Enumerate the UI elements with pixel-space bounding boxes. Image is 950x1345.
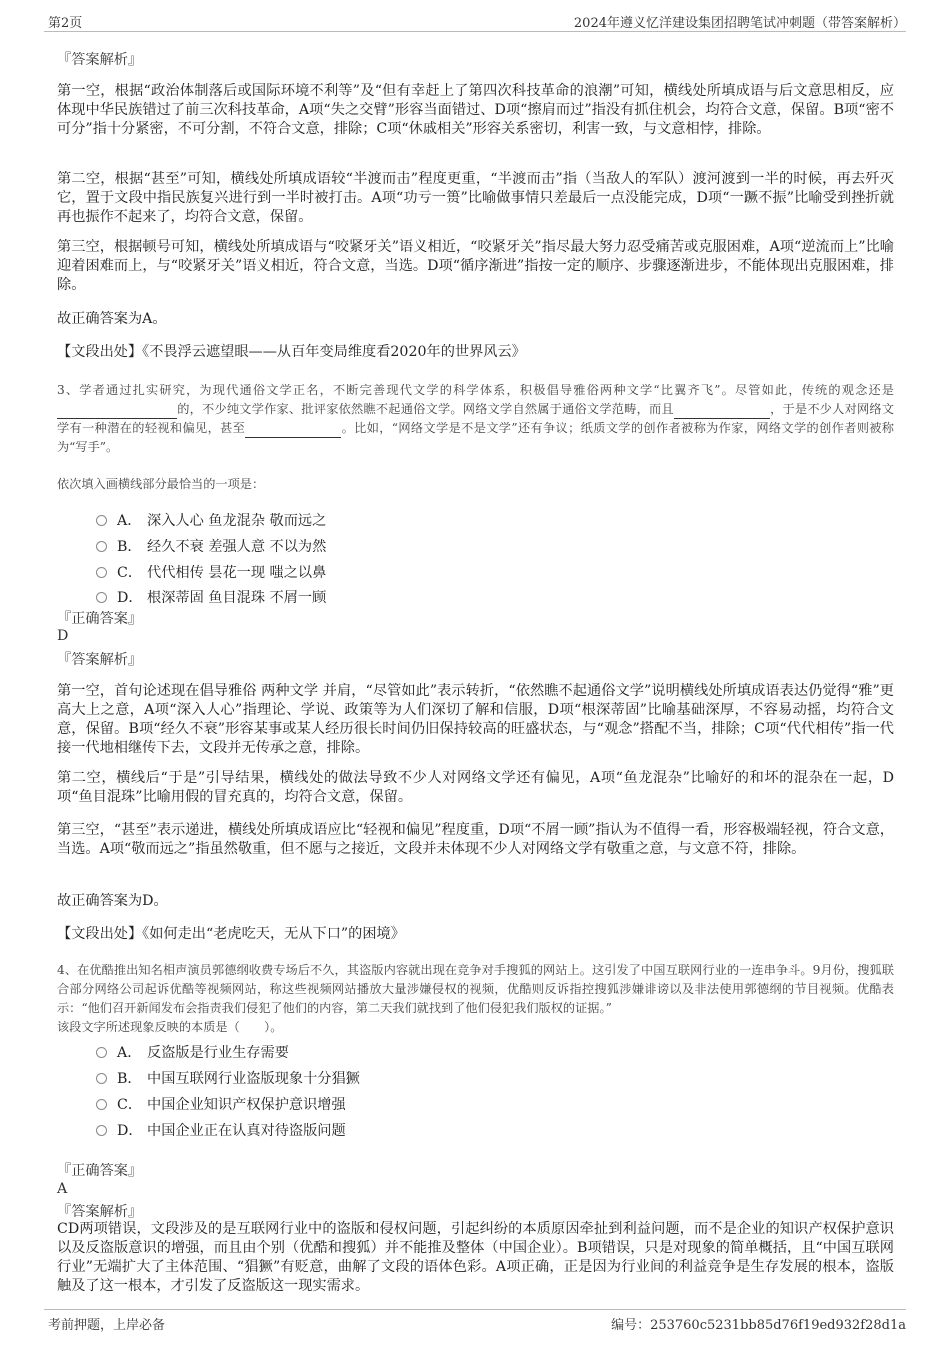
header-divider bbox=[44, 31, 906, 32]
option-letter: A． bbox=[117, 1045, 142, 1061]
option-text: 中国企业正在认真对待盗版问题 bbox=[147, 1123, 346, 1139]
option-letter: C． bbox=[117, 1097, 143, 1113]
footer-slogan: 考前押题，上岸必备 bbox=[48, 1318, 166, 1333]
q3-stem bbox=[57, 381, 894, 457]
q4-prompt: 该段文字所述现象反映的本质是（ ）。 bbox=[57, 1020, 283, 1034]
option-text: 代代相传 昙花一现 嗤之以鼻 bbox=[147, 565, 327, 581]
q3-stem-part-b: 的，不少纯文学作家、批评家依然瞧不起通俗文学。网络文学自然属于通俗文学范畴，而且 bbox=[177, 402, 674, 416]
q3-analysis-label: 『答案解析』 bbox=[57, 652, 143, 668]
footer-divider bbox=[44, 1309, 906, 1310]
q3-blank-1 bbox=[57, 405, 177, 419]
q3-conclusion: 故正确答案为D。 bbox=[57, 893, 168, 909]
q2-source: 【文段出处】《不畏浮云遮望眼——从百年变局维度看2020年的世界风云》 bbox=[57, 344, 526, 360]
option-text: 中国互联网行业盗版现象十分猖獗 bbox=[147, 1071, 360, 1087]
q3-blank-2 bbox=[674, 405, 770, 419]
radio-icon[interactable] bbox=[96, 515, 107, 526]
q3-analysis-para2: 第二空，横线后“于是”引导结果，横线处的做法导致不少人对网络文学还有偏见，A项“鱼龙混杂”比喻好的和坏的混杂在一起，D项“鱼目混珠”比喻用假的冒充真的，均符合文意，保留。 bbox=[57, 770, 894, 805]
q3-answer-label: 『正确答案』 bbox=[57, 611, 143, 627]
document-serial: 编号：253760c5231bb85d76f19ed932f28d1a bbox=[611, 1318, 906, 1333]
q2-analysis-label: 『答案解析』 bbox=[57, 52, 143, 68]
option-letter: D． bbox=[117, 590, 143, 606]
q3-option-c[interactable] bbox=[96, 562, 326, 582]
radio-icon[interactable] bbox=[96, 1125, 107, 1136]
q2-analysis-para2: 第二空，根据“甚至”可知，横线处所填成语较“半渡而击”程度更重，“半渡而击”指（当敌人的军队）渡河渡到一半的时候，再去歼灭它，置于文段中指民族复兴进行到一半时被打击。A项“功亏一篑”比喻做事情只差最后一点没能完成，D项“一蹶不振”比喻受到挫折就再也振作不起来了，均符合文意，保留。 bbox=[57, 171, 894, 225]
q4-analysis-label: 『答案解析』 bbox=[57, 1204, 143, 1220]
q3-analysis-para1: 第一空，首句论述现在倡导雅俗 两种文学 并肩，“尽管如此”表示转折，“依然瞧不起通俗文学”说明横线处所填成语表达仍觉得“雅”更高大上之意，A项“深入人心”指理论、学说、政策等为人们深切了解和信服，D项“根深蒂固”比喻基础深厚，不容易动摇，均符合文意，保留。B项“经久不衰”形容某事或某人经历很长时间仍旧保持较高的旺盛状态，与“观念”搭配不当，排除；C项“代代相传”指一代接一代地相继传下去，文段并无传承之意，排除。 bbox=[57, 683, 894, 756]
option-letter: B． bbox=[117, 539, 142, 555]
q3-analysis-para3: 第三空，“甚至”表示递进，横线处所填成语应比“轻视和偏见”程度重，D项“不屑一顾”指认为不值得一看，形容极端轻视，符合文意，当选。A项“敬而远之”指虽然敬重，但不愿与之接近，文段并未体现不少人对网络文学有敬重之意，与文意不符，排除。 bbox=[57, 822, 894, 857]
option-letter: A． bbox=[117, 513, 142, 529]
option-text: 根深蒂固 鱼目混珠 不屑一顾 bbox=[147, 590, 327, 606]
document-title: 2024年遵义忆洋建设集团招聘笔试冲刺题（带答案解析） bbox=[573, 16, 906, 31]
option-letter: B． bbox=[117, 1071, 142, 1087]
q3-blank-3 bbox=[245, 424, 341, 438]
q4-option-d[interactable] bbox=[96, 1120, 346, 1140]
radio-icon[interactable] bbox=[96, 567, 107, 578]
option-text: 深入人心 鱼龙混杂 敬而远之 bbox=[147, 513, 327, 529]
q3-option-d[interactable] bbox=[96, 587, 326, 607]
q3-prompt: 依次填入画横线部分最恰当的一项是： bbox=[57, 477, 265, 491]
q3-stem-part-c: ，于是不少人对网络文学有一种潜在的轻视和偏见，甚至 bbox=[57, 402, 895, 435]
q4-stem: 4、在优酷推出知名相声演员郭德纲收费专场后不久，其盗版内容就出现在竞争对手搜狐的网站上。这引发了中国互联网行业的一连串争斗。9月份，搜狐联合部分网络公司起诉优酷等视频网站，称这些视频网站播放大量涉嫌侵权的视频，优酷则反诉指控搜狐涉嫌诽谤以及非法使用郭德纲的节目视频。优酷表示：“他们召开新闻发布会指责我们侵犯了他们的内容，第二天我们就找到了他们侵犯我们版权的证据。” bbox=[57, 963, 894, 1015]
q4-option-b[interactable] bbox=[96, 1068, 360, 1088]
q2-conclusion: 故正确答案为A。 bbox=[57, 311, 167, 327]
q3-stem-part-d: 。比如，“网络文学是不是文学”还有争议；纸质文学的创作者被称为作家，网络文学的创作者则被称为“写手”。 bbox=[57, 421, 894, 454]
radio-icon[interactable] bbox=[96, 1047, 107, 1058]
radio-icon[interactable] bbox=[96, 1099, 107, 1110]
page-number: 第2页 bbox=[48, 16, 83, 31]
q2-analysis-para1: 第一空，根据“政治体制落后或国际环境不利等”及“但有幸赶上了第四次科技革命的浪潮”可知，横线处所填成语与后文意思相反，应体现中华民族错过了前三次科技革命，A项“失之交臂”形容当面错过、D项“擦肩而过”指没有抓住机会，均符合文意，保留。B项“密不可分”指十分紧密，不可分割，不符合文意，排除；C项“休戚相关”形容关系密切，利害一致，与文意相悖，排除。 bbox=[57, 83, 894, 137]
q3-source: 【文段出处】《如何走出“老虎吃天，无从下口”的困境》 bbox=[57, 926, 405, 942]
radio-icon[interactable] bbox=[96, 1073, 107, 1084]
option-text: 反盗版是行业生存需要 bbox=[147, 1045, 289, 1061]
q4-option-a[interactable] bbox=[96, 1042, 289, 1062]
q4-analysis: CD两项错误，文段涉及的是互联网行业中的盗版和侵权问题，引起纠纷的本质原因牵扯到利益问题，而不是企业的知识产权保护意识以及反盗版意识的增强，而且由个别（优酷和搜狐）并不能推及整体（中国企业）。B项错误，只是对现象的简单概括，且“中国互联网行业”无端扩大了主体范围、“猖獗”有贬意，曲解了文段的语体色彩。A项正确，正是因为行业间的利益竞争是生存发展的根本，盗版触及了这一根本，才引发了反盗版这一现实需求。 bbox=[57, 1221, 894, 1294]
option-letter: C． bbox=[117, 565, 143, 581]
q3-answer: D bbox=[57, 628, 69, 644]
q4-option-c[interactable] bbox=[96, 1094, 346, 1114]
q3-option-b[interactable] bbox=[96, 536, 326, 556]
option-letter: D． bbox=[117, 1123, 143, 1139]
q4-answer: A bbox=[57, 1181, 68, 1197]
radio-icon[interactable] bbox=[96, 541, 107, 552]
q3-stem-part-a: 3、学者通过扎实研究，为现代通俗文学正名，不断完善现代文学的科学体系，积极倡导雅俗两种文学“比翼齐飞”。尽管如此，传统的观念还是 bbox=[57, 383, 894, 397]
option-text: 中国企业知识产权保护意识增强 bbox=[147, 1097, 346, 1113]
radio-icon[interactable] bbox=[96, 592, 107, 603]
option-text: 经久不衰 差强人意 不以为然 bbox=[147, 539, 327, 555]
q3-option-a[interactable] bbox=[96, 510, 326, 530]
q4-answer-label: 『正确答案』 bbox=[57, 1163, 143, 1179]
q2-analysis-para3: 第三空，根据顿号可知，横线处所填成语与“咬紧牙关”语义相近，“咬紧牙关”指尽最大努力忍受痛苦或克服困难，A项“逆流而上”比喻迎着困难而上，与“咬紧牙关”语义相近，符合文意，当选。D项“循序渐进”指按一定的顺序、步骤逐渐进步，不能体现出克服困难，排除。 bbox=[57, 239, 894, 293]
